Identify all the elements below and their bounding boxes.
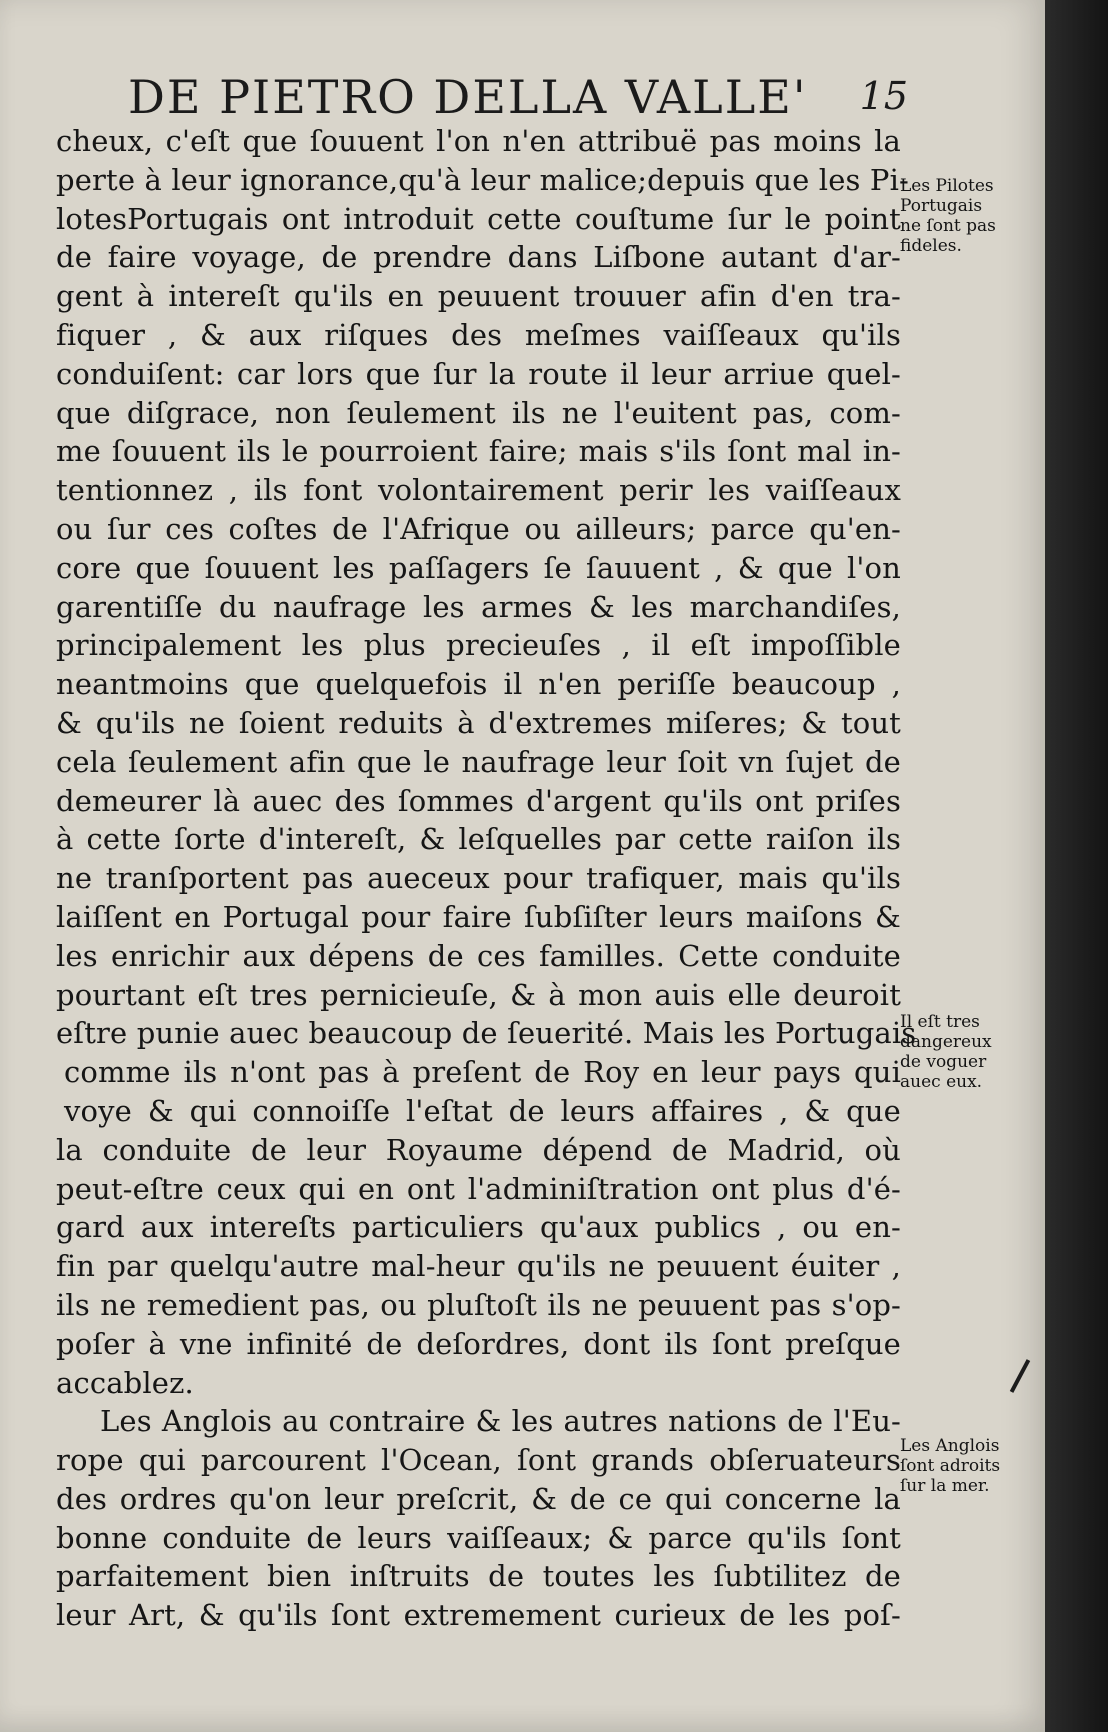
text-line: rope qui parcourent l'Ocean, ſont grands obſeruateurs — [56, 1443, 901, 1478]
text-line: des ordres qu'on leur preſcrit, & de ce qui concerne la — [56, 1481, 901, 1516]
text-line: gard aux intereſts particuliers qu'aux publics , ou en- — [56, 1210, 901, 1245]
text-line: principalement les plus precieuſes , il eſt impoſſible — [56, 628, 901, 663]
margin-note-line: ne ſont pas — [900, 216, 996, 236]
text-line: neantmoins que quelquefois il n'en periſſe beaucoup , — [56, 667, 901, 702]
running-title: DE PIETRO DELLA VALLE' — [128, 70, 808, 124]
text-line: garentiſſe du naufrage les armes & les marchandiſes, — [56, 589, 901, 624]
text-line: gent à intereſt qu'ils en peuuent trouuer afin d'en tra- — [56, 279, 901, 314]
text-line: cela ſeulement afin que le naufrage leur ſoit vn ſujet de — [56, 744, 901, 779]
margin-note-line: Portugais — [900, 196, 983, 216]
margin-note-line: Les Pilotes — [900, 176, 994, 196]
margin-note-line: auec eux. — [900, 1072, 983, 1092]
margin-note-line: Les Anglois — [900, 1436, 1000, 1456]
paragraph-start-line: Les Anglois au contraire & les autres nations de l'Eu- — [100, 1404, 901, 1439]
text-line: tentionnez , ils font volontairement perir les vaiſſeaux — [56, 473, 901, 508]
text-line: de faire voyage, de prendre dans Liſbone autant d'ar- — [56, 240, 901, 275]
text-line: & qu'ils ne ſoient reduits à d'extremes miſeres; & tout — [56, 705, 901, 740]
margin-note-line: Il eſt tres — [900, 1012, 980, 1032]
margin-note-line: fideles. — [900, 236, 962, 256]
text-line: fin par quelqu'autre mal-heur qu'ils ne peuuent éuiter , — [56, 1249, 901, 1284]
text-line: laiſſent en Portugal pour faire ſubſiſter leurs maiſons & — [56, 899, 901, 934]
text-line: que diſgrace, non ſeulement ils ne l'euitent pas, com- — [56, 395, 901, 430]
text-line: demeurer là auec des ſommes d'argent qu'ils ont priſes — [56, 783, 901, 818]
margin-note-dangereux — [900, 1012, 992, 1092]
text-line: parfaitement bien inſtruits de toutes les ſubtilitez de — [56, 1559, 901, 1594]
text-line: fiquer , & aux riſques des meſmes vaiſſeaux qu'ils — [56, 317, 901, 352]
page-edge-shadow — [1045, 0, 1108, 1732]
text-line: conduiſent: car lors que ſur la route il leur arriue quel- — [56, 356, 901, 391]
text-line: ou ſur ces coſtes de l'Afrique ou ailleurs; parce qu'en- — [56, 511, 901, 546]
text-line: me ſouuent ils le pourroient faire; mais s'ils ſont mal in- — [56, 434, 901, 469]
text-line: les enrichir aux dépens de ces familles. Cette conduite — [56, 938, 901, 973]
text-line: ne tranſportent pas aueceux pour trafiquer, mais qu'ils — [56, 861, 901, 896]
body-text — [56, 122, 917, 1635]
page-number: 15 — [859, 74, 908, 118]
text-line: poſer à vne infinité de deſordres, dont ils ſont preſque — [56, 1326, 901, 1361]
margin-note-line: ſur la mer. — [900, 1476, 990, 1496]
ink-mark — [1010, 1359, 1030, 1393]
text-line: lotesPortugais ont introduit cette couſtume ſur le point — [56, 201, 901, 236]
running-head — [128, 70, 908, 130]
text-line: comme ils n'ont pas à preſent de Roy en leur pays qui — [64, 1055, 901, 1090]
text-line: peut-eſtre ceux qui en ont l'adminiſtration ont plus d'é- — [56, 1171, 901, 1206]
margin-note-pilotes — [900, 176, 996, 256]
margin-note-line: ſont adroits — [900, 1456, 1001, 1476]
text-line: leur Art, & qu'ils ſont extremement curieux de les poſ- — [56, 1598, 901, 1633]
text-line: cheux, c'eſt que ſouuent l'on n'en attribuë pas moins la — [56, 124, 901, 158]
text-line: ils ne remedient pas, ou pluſtoſt ils ne peuuent pas s'op- — [56, 1287, 901, 1322]
text-line: pourtant eſt tres pernicieuſe, & à mon auis elle deuroit — [56, 977, 901, 1012]
margin-note-line: dangereux — [900, 1032, 992, 1052]
text-line: bonne conduite de leurs vaiſſeaux; & parce qu'ils ſont — [56, 1520, 901, 1555]
margin-note-line: de voguer — [900, 1052, 987, 1072]
text-line: perte à leur ignorance,qu'à leur malice;depuis que les Pi- — [56, 162, 909, 197]
text-line: voye & qui connoiſſe l'eſtat de leurs affaires , & que — [64, 1093, 901, 1128]
margin-note-anglois — [900, 1436, 1000, 1496]
text-line: la conduite de leur Royaume dépend de Madrid, où — [56, 1132, 901, 1167]
text-line: eſtre punie auec beaucoup de ſeuerité. Mais les Portugais — [56, 1016, 917, 1051]
text-line: core que ſouuent les paſſagers ſe ſauuent , & que l'on — [56, 550, 901, 585]
text-line: à cette ſorte d'intereſt, & leſquelles par cette raiſon ils — [56, 822, 901, 857]
text-line: accablez. — [56, 1365, 194, 1400]
